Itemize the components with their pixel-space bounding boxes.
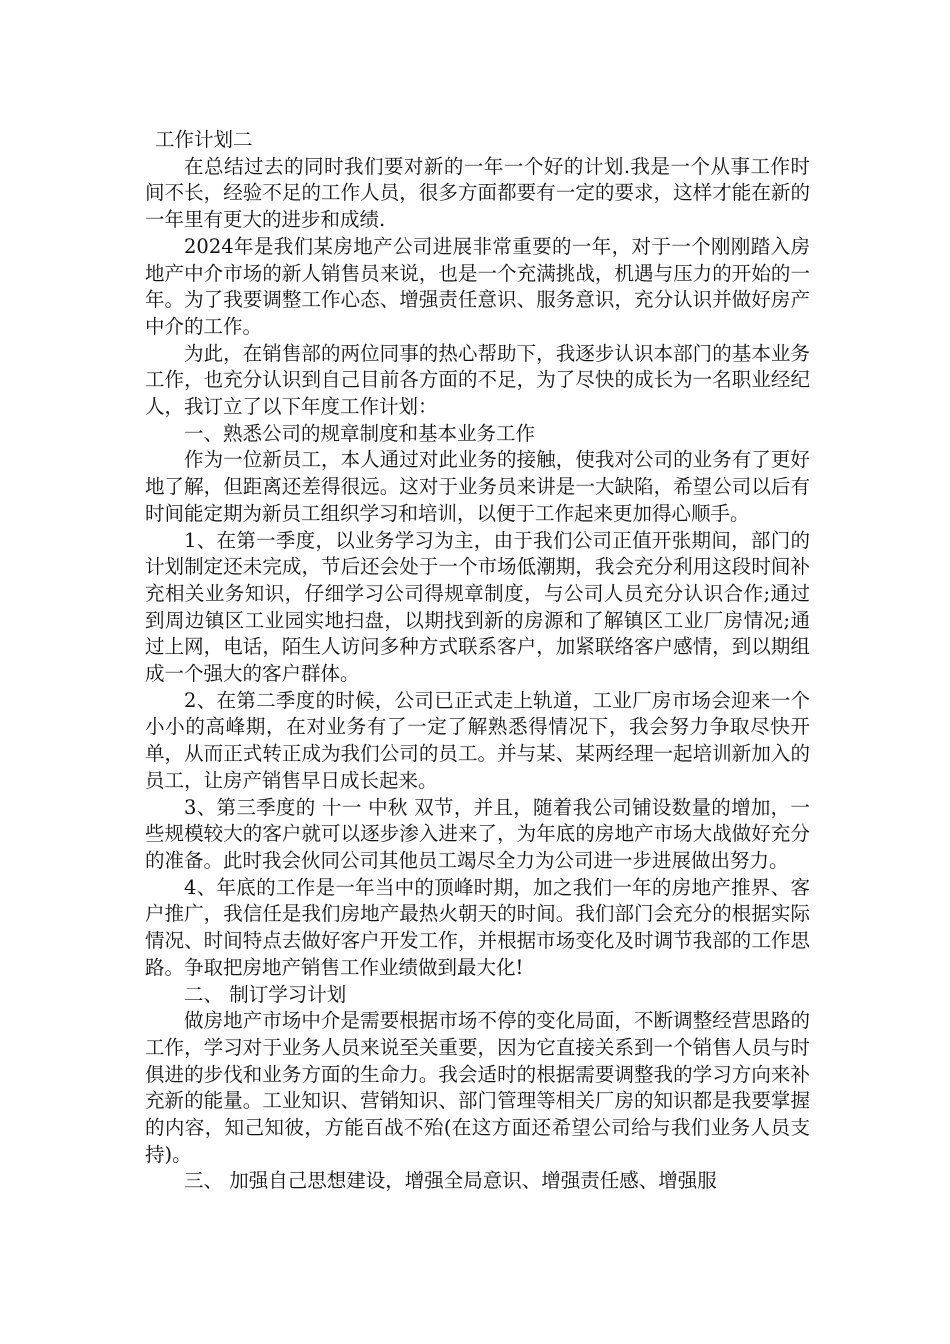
paragraph-quarter-2: 2、在第二季度的时候，公司已正式走上轨道，工业厂房市场会迎来一个小小的高峰期，在对业务有了一定了解熟悉得情况下，我会努力争取尽快开单，从而正式转正成为我们公司的员工。并与某、某两经理一起培训新加入的员工，让房产销售早日成长起来。 — [145, 688, 810, 792]
document-body — [145, 127, 810, 1195]
document-title: 工作计划二 — [155, 128, 253, 151]
section-heading-1: 一、熟悉公司的规章制度和基本业务工作 — [184, 421, 536, 445]
paragraph-quarter-3: 3、第三季度的 十一 中秋 双节，并且，随着我公司铺设数量的增加，一些规模较大的客户就可以逐步渗入进来了，为年底的房地产市场大战做好充分的准备。此时我会伙同公司其他员工竭尽全力为公司进一步进展做出努力。 — [145, 795, 810, 872]
paragraph-plan-preface: 为此，在销售部的两位同事的热心帮助下，我逐步认识本部门的基本业务工作，也充分认识到自己目前各方面的不足，为了尽快的成长为一名职业经纪人，我订立了以下年度工作计划： — [145, 341, 810, 419]
paragraph-quarter-1: 1、在第一季度，以业务学习为主，由于我们公司正值开张期间，部门的计划制定还未完成，节后还会处于一个市场低潮期，我会充分利用这段时间补充相关业务知识，仔细学习公司得规章制度，与公司人员充分认识合作;通过到周边镇区工业园实地扫盘，以期找到新的房源和了解镇区工业厂房情况;通过上网，电话，陌生人访问多种方式联系客户，加紧联络客户感情，到以期组成一个强大的客户群体。 — [145, 528, 810, 686]
section-heading-3: 三、 加强自己思想建设，增强全局意识、增强责任感、增强服 — [184, 1169, 717, 1193]
paragraph-study-plan: 做房地产市场中介是需要根据市场不停的变化局面，不断调整经营思路的工作，学习对于业务人员来说至关重要，因为它直接关系到一个销售人员与时俱进的步伐和业务方面的生命力。我会适时的根据需要调整我的学习方向来补充新的能量。工业知识、营销知识、部门管理等相关厂房的知识都是我要掌握的内容，知己知彼，方能百战不殆(在这方面还希望公司给与我们业务人员支持)。 — [145, 1009, 810, 1166]
section-heading-2: 二、 制订学习计划 — [184, 982, 347, 1006]
paragraph-quarter-4: 4、年底的工作是一年当中的顶峰时期，加之我们一年的房地产推界、客户推广，我信任是我们房地产最热火朝天的时间。我们部门会充分的根据实际情况、时间特点去做好客户开发工作，并根据市场变化及时调节我部的工作思路。争取把房地产销售工作业绩做到最大化! — [145, 875, 810, 979]
paragraph-new-employee: 作为一位新员工，本人通过对此业务的接触，使我对公司的业务有了更好地了解，但距离还差得很远。这对于业务员来讲是一大缺陷，希望公司以后有时间能定期为新员工组织学习和培训，以便于工作起来更加得心顺手。 — [145, 448, 810, 525]
paragraph-intro: 在总结过去的同时我们要对新的一年一个好的计划.我是一个从事工作时间不长，经验不足的工作人员，很多方面都要有一定的要求，这样才能在新的一年里有更大的进步和成绩. — [145, 154, 810, 232]
paragraph-year-overview: 2024年是我们某房地产公司进展非常重要的一年，对于一个刚刚踏入房地产中介市场的新人销售员来说，也是一个充满挑战，机遇与压力的开始的一年。为了我要调整工作心态、增强责任意识、服务意识，充分认识并做好房产中介的工作。 — [145, 234, 810, 338]
